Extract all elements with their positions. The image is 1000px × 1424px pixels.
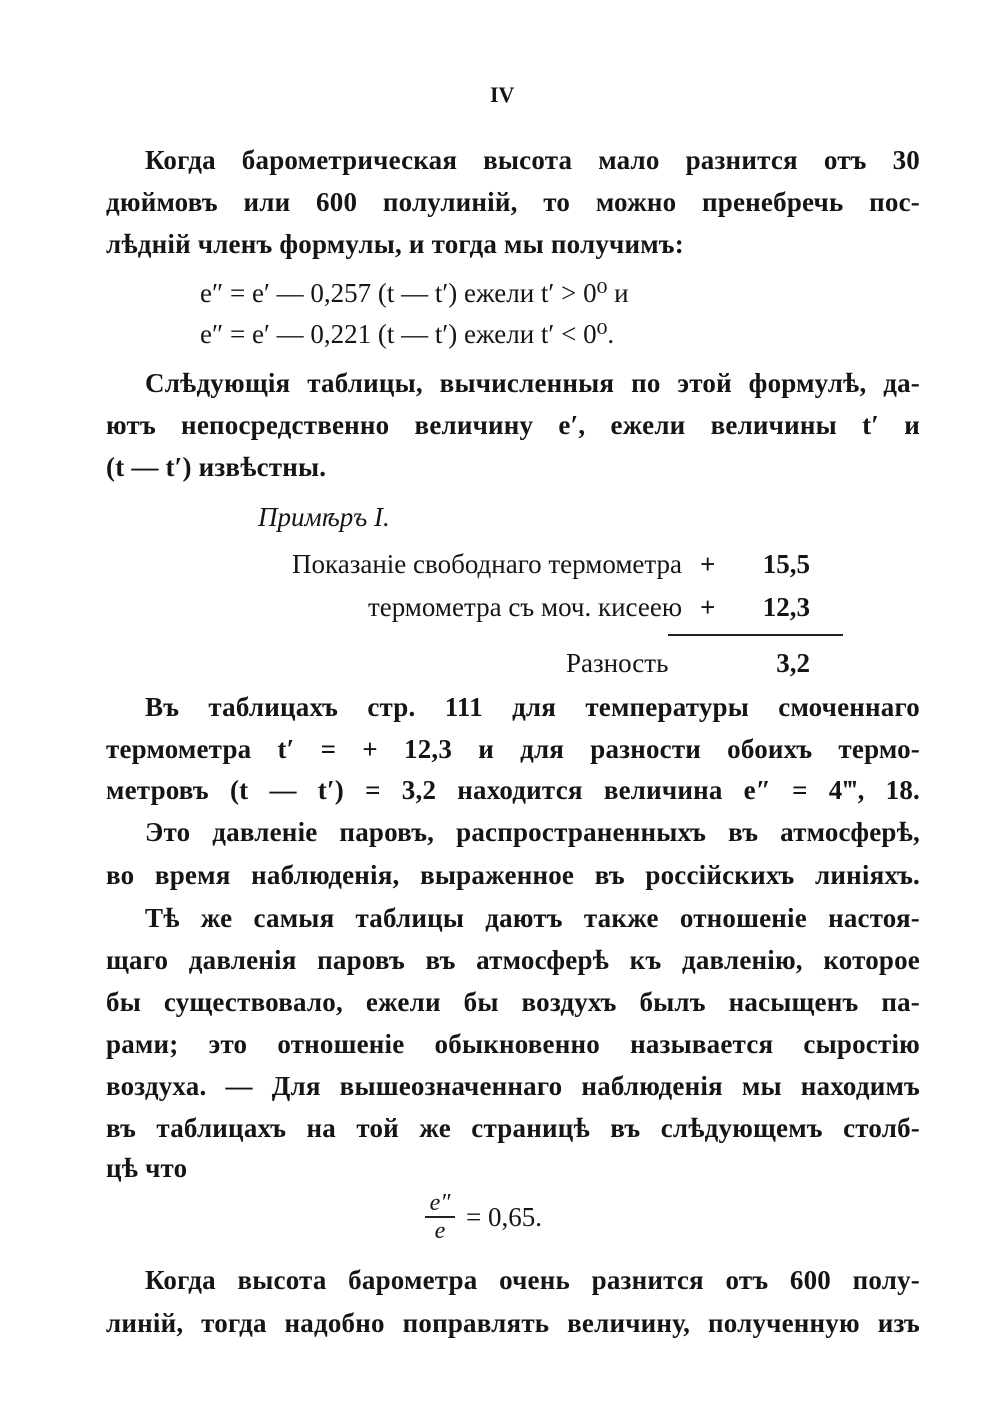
text-line: Когда барометрическая высота мало разнится отъ 30 xyxy=(145,145,920,175)
text-line: рами; это отношеніе обыкновенно называется сыростію xyxy=(106,1029,920,1059)
text-line: Когда высота барометра очень разнится отъ 600 полу- xyxy=(145,1265,920,1295)
example-row-sign: + xyxy=(700,592,716,622)
text-line: дюймовъ или 600 полулиній, то можно пренебречь пос- xyxy=(106,187,920,217)
fraction-numerator: e″ xyxy=(425,1190,455,1218)
fraction-denominator: e xyxy=(434,1218,446,1244)
fraction-result: = 0,65. xyxy=(466,1202,542,1232)
fraction xyxy=(425,1190,455,1244)
text-line: воздуха. — Для вышеозначеннаго наблюденія мы находимъ xyxy=(106,1071,920,1101)
text-line: Въ таблицахъ стр. 111 для температуры смоченнаго xyxy=(145,692,920,722)
example-row-value: 15,5 xyxy=(762,549,810,579)
formula-1: e″ = e′ — 0,257 (t — t′) ежели t′ > 0⁰ и xyxy=(200,278,629,308)
text-line: Слѣдующія таблицы, вычисленныя по этой формулѣ, да- xyxy=(145,368,920,398)
text-line: лѣдній членъ формулы, и тогда мы получимъ: xyxy=(106,229,684,259)
example-row-value: 12,3 xyxy=(762,592,810,622)
text-line: метровъ (t — t′) = 3,2 находится величина e″ = 4‴, 18. xyxy=(106,775,920,805)
text-line: Тѣ же самыя таблицы даютъ также отношеніе настоя- xyxy=(145,903,920,933)
text-line: во время наблюденія, выраженное въ россійскихъ линіяхъ. xyxy=(106,860,920,890)
difference-value: 3,2 xyxy=(776,648,810,678)
text-line: цѣ что xyxy=(106,1153,188,1183)
example-row-label: Показаніе свободнаго термометра xyxy=(292,549,682,579)
formula-2: e″ = e′ — 0,221 (t — t′) ежели t′ < 0⁰. xyxy=(200,319,615,349)
example-row-label: термометра съ моч. кисеею xyxy=(367,592,682,622)
text-line: (t — t′) извѣстны. xyxy=(106,452,327,482)
difference-label: Разность xyxy=(566,648,669,678)
text-line: бы существовало, ежели бы воздухъ былъ насыщенъ па- xyxy=(106,987,920,1017)
sum-rule xyxy=(668,634,843,636)
text-line: щаго давленія паровъ въ атмосферѣ къ давленію, которое xyxy=(106,945,920,975)
text-line: Это давленіе паровъ, распространенныхъ въ атмосферѣ, xyxy=(145,817,920,847)
text-line: термометра t′ = + 12,3 и для разности обоихъ термо- xyxy=(106,734,920,764)
page-number: IV xyxy=(490,82,515,107)
text-line: линій, тогда надобно поправлять величину, полученную изъ xyxy=(106,1308,920,1338)
text-line: въ таблицахъ на той же страницѣ въ слѣдующемъ столб- xyxy=(106,1113,920,1143)
example-title: Примѣръ I. xyxy=(258,502,390,532)
text-line: ютъ непосредственно величину e′, ежели величины t′ и xyxy=(106,410,920,440)
example-row-sign: + xyxy=(700,549,716,579)
